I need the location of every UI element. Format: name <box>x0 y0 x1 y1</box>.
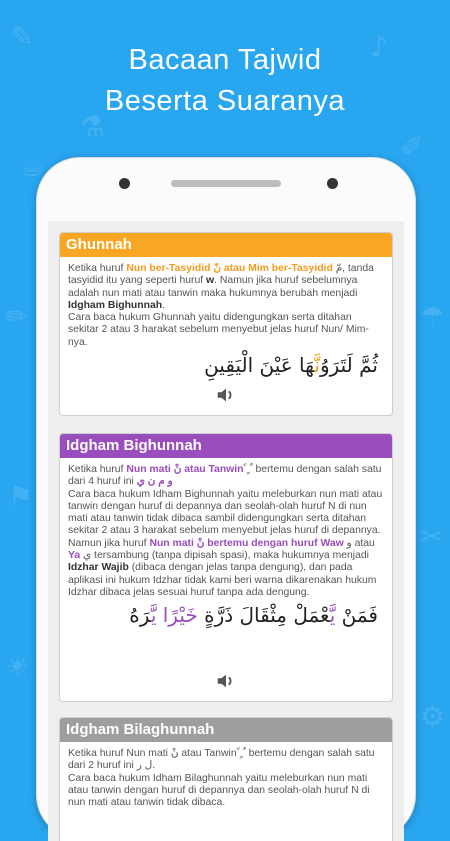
card-description <box>60 257 392 378</box>
speaker-icon[interactable] <box>215 670 237 692</box>
promo-line-1: Bacaan Tajwid <box>128 44 322 76</box>
paragraph: Ketika huruf Nun mati نْ atau Tanwin ً ٍ ٌ bertemu dengan salah satu dari 2 huruf ini ل ر. <box>68 748 375 772</box>
speaker-icon[interactable] <box>215 384 237 406</box>
card-description <box>60 742 392 809</box>
front-camera-icon <box>119 178 130 189</box>
arabic-verse: فَمَنْ يَّعْمَلْ مِثْقَالَ ذَرَّةٍ خَيْرًا يَّرَهُ <box>129 603 378 628</box>
arabic-verse: ثُمَّ لَتَرَوُنَّهَا عَيْنَ الْيَقِينِ <box>204 353 378 378</box>
paragraph: Cara baca hukum Idham Bighunnah yaitu meleburkan nun mati atau tanwin dengan huruf di depannya dan seolah-olah huruf N di nun mati atau tanwin tidak dibaca sambil didengungkan serta ditahan sekitar 2 atau 3 harakat sebelum menyebut jelas huruf di depannya. <box>68 488 383 537</box>
paragraph: Ketika huruf Nun mati نْ atau Tanwin ً ٍ ٌ bertemu dengan salah satu dari 4 huruf ini و م ن ي <box>68 464 382 488</box>
promo-headline <box>0 40 450 122</box>
phone-frame <box>36 157 416 839</box>
earpiece-speaker <box>171 180 281 187</box>
card-idgham-bilaghunnah <box>59 717 393 841</box>
app-screen <box>48 221 404 841</box>
promo-line-2: Beserta Suaranya <box>104 85 346 117</box>
card-idgham-bighunnah <box>59 433 393 702</box>
paragraph: Ketika huruf Nun ber-Tasyidid نّ atau Mim ber-Tasyidid مّ, tanda tasyidid itu yang seperti huruf w. Namun jika huruf sebelumnya adalah nun mati atau tanwin maka hukumnya berubah menjadi Idgham Bighunnah. <box>68 263 374 311</box>
card-title: Ghunnah <box>60 233 392 257</box>
sensor-icon <box>327 178 338 189</box>
card-title: Idgham Bighunnah <box>60 434 392 458</box>
card-title: Idgham Bilaghunnah <box>60 718 392 742</box>
background-pattern: ✎ ⚗ ♪ ✐ ☕ ✏ ☂ ⚑ ✂ ☀ ⚙ <box>5 20 446 733</box>
paragraph: Namun jika huruf Nun mati نْ bertemu dengan huruf Waw و atau Ya ي tersambung (tanpa dipisah spasi), maka hukumnya menjadi Idzhar Wajib (dibaca dengan jelas tanpa dengung), dan pada aplikasi ini hukum Idzhar tidak kami beri warna dikarenakan hukum Idzhar dibaca jelas sesuai huruf tanpa ada dengung. <box>68 537 377 598</box>
paragraph: Cara baca hukum Ghunnah yaitu didengungkan serta ditahan sekitar 2 atau 3 harakat sebelum menyebut jelas huruf Nun/ Mim-nya. <box>68 312 369 348</box>
card-ghunnah <box>59 232 393 416</box>
card-description <box>60 458 392 628</box>
paragraph: Cara baca hukum Idham Bilaghunnah yaitu meleburkan nun mati atau tanwin dengan huruf di depannya dan seolah-olah huruf N di nun mati atau tanwin tidak dibaca. <box>68 772 370 809</box>
